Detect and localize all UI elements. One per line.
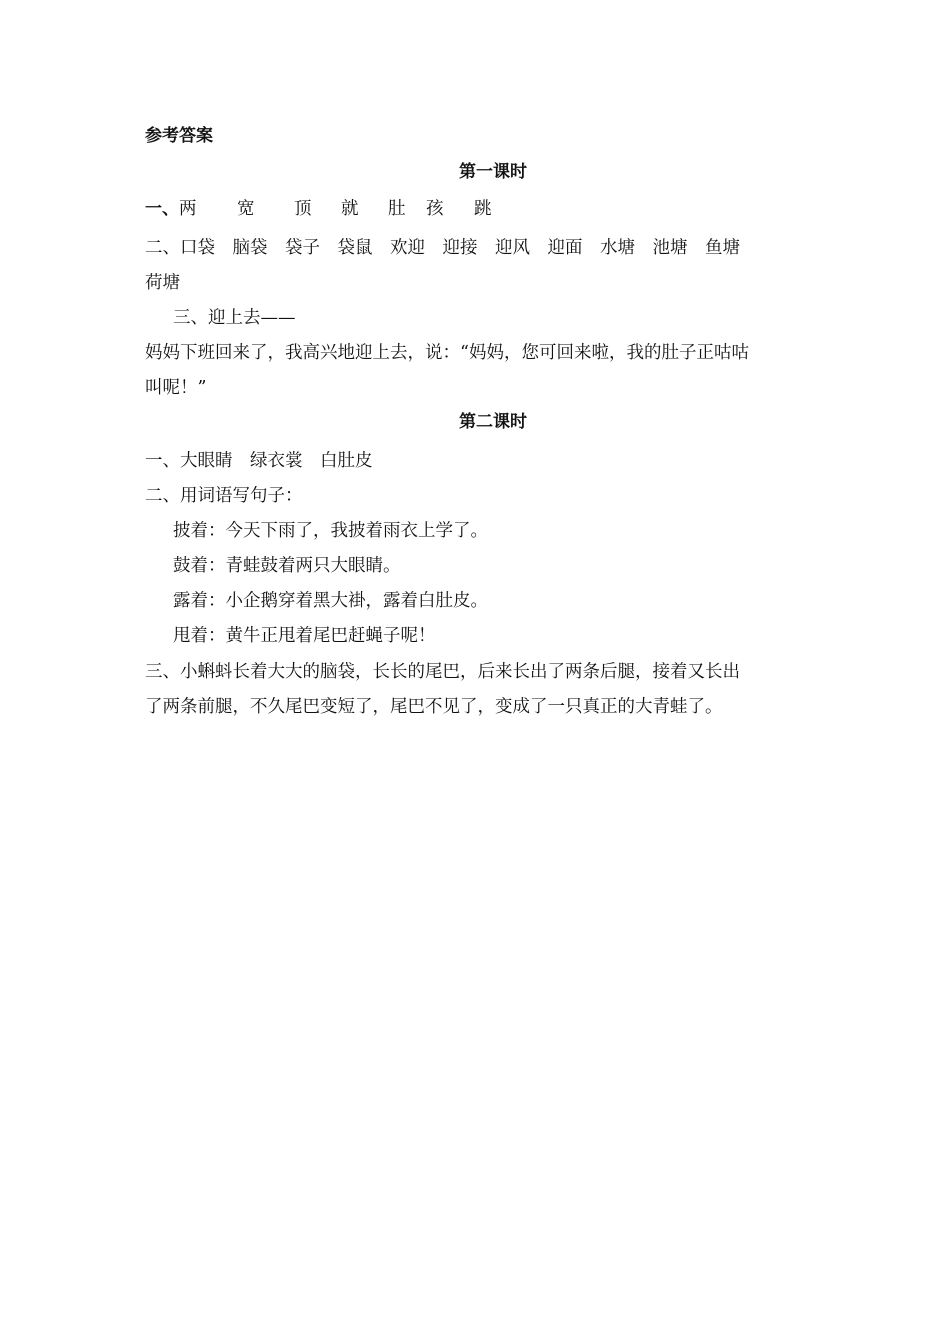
lesson2-q2-sentence: 甩着：黄牛正甩着尾巴赶蝇子呢！	[173, 626, 436, 646]
lesson1-q1-item: 顶	[294, 199, 312, 219]
lesson2-q1: 一、大眼睛 绿衣裳 白肚皮	[145, 451, 373, 471]
lesson2-q3-line2: 了两条前腿，不久尾巴变短了，尾巴不见了，变成了一只真正的大青蛙了。	[145, 697, 723, 717]
lesson2-q2-sentence: 披着：今天下雨了，我披着雨衣上学了。	[173, 521, 488, 541]
lesson1-q1-item: 孩	[426, 199, 444, 219]
lesson1-q1-prefix: 一、	[145, 199, 179, 219]
answer-heading: 参考答案	[145, 126, 213, 146]
lesson1-q2-line1: 二、口袋 脑袋 袋子 袋鼠 欢迎 迎接 迎风 迎面 水塘 池塘 鱼塘	[145, 238, 740, 258]
lesson2-q3-line1: 三、小蝌蚪长着大大的脑袋，长长的尾巴，后来长出了两条后腿，接着又长出	[145, 662, 740, 682]
lesson1-q1-item: 两	[179, 199, 197, 219]
lesson1-q3-line2: 叫呢！”	[145, 378, 207, 398]
lesson2-q2-sentence: 鼓着：青蛙鼓着两只大眼睛。	[173, 556, 401, 576]
lesson1-q1-item: 跳	[474, 199, 492, 219]
lesson1-q1-item: 就	[341, 199, 359, 219]
lesson2-q2-sentence: 露着：小企鹅穿着黑大褂，露着白肚皮。	[173, 591, 488, 611]
lesson1-q1-item: 宽	[237, 199, 255, 219]
lesson1-q3-label: 三、迎上去——	[173, 308, 296, 328]
lesson1-title: 第一课时	[459, 162, 527, 182]
lesson1-q1-item: 肚	[388, 199, 406, 219]
lesson1-q1	[145, 197, 810, 221]
lesson1-q3-line1: 妈妈下班回来了，我高兴地迎上去，说：“妈妈，您可回来啦，我的肚子正咕咕	[145, 343, 749, 363]
lesson1-q2-line2: 荷塘	[145, 273, 180, 293]
lesson2-title: 第二课时	[459, 412, 527, 432]
lesson2-q2-label: 二、用词语写句子：	[145, 486, 303, 506]
